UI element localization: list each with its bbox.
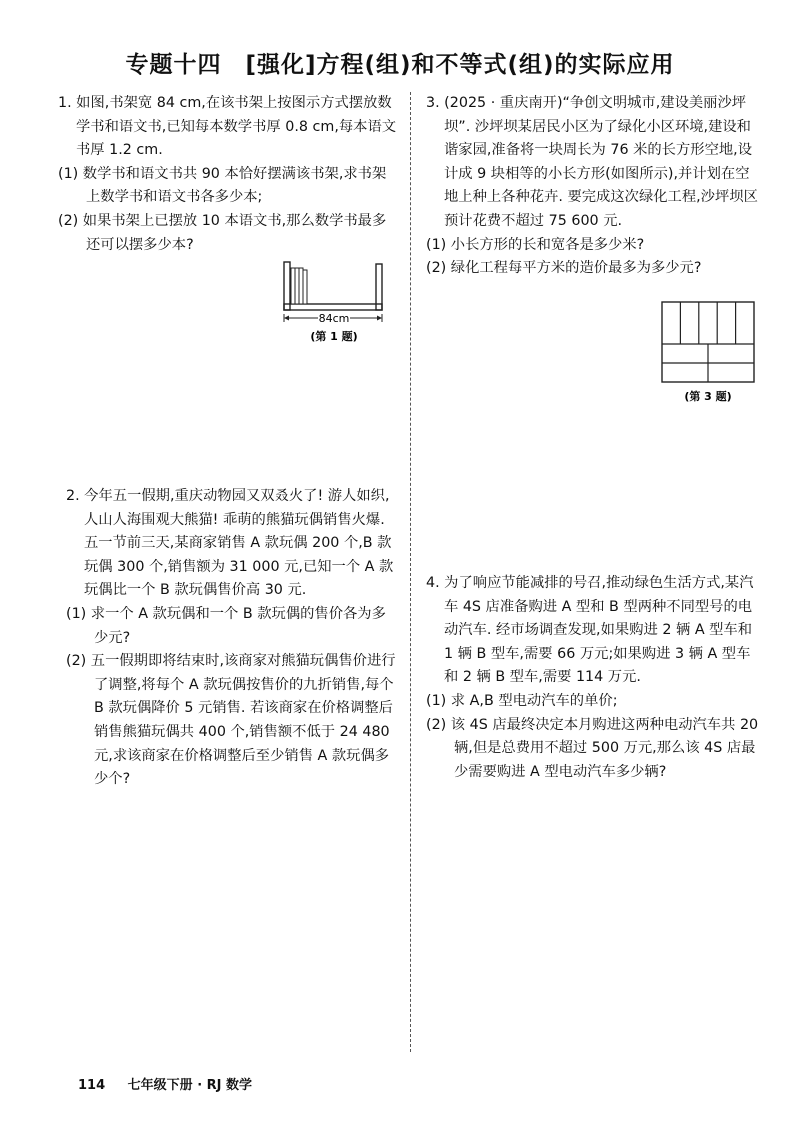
- figure-1-caption: (第 1 题): [310, 330, 358, 342]
- problem-3-part-1: (1) 小长方形的长和宽各是多少米?: [426, 236, 645, 253]
- problem-1: [58, 92, 398, 257]
- column-divider: [410, 92, 411, 1052]
- problem-4-stem: 4. 为了响应节能减排的号召,推动绿色生活方式,某汽车 4S 店准备购进 A 型和 B 型两种不同型号的电动汽车. 经市场调查发现,如果购进 2 辆 A 型车和 1 辆 B 型车,需要 66 万元;如果购进 3 辆 A 型车和 2 辆 B 型车,需要 114 万元.: [426, 575, 754, 686]
- bookshelf-figure: [280, 252, 402, 342]
- page-title: 专题十四 [强化]方程(组)和不等式(组)的实际应用: [125, 52, 675, 78]
- problem-3-part-2: (2) 绿化工程每平方米的造价最多为多少元?: [426, 260, 702, 277]
- problem-4: [426, 572, 762, 784]
- books-icon: [291, 268, 307, 304]
- problem-3: [426, 92, 762, 281]
- page-number: 114: [78, 1078, 106, 1093]
- problem-2: [66, 485, 398, 792]
- problem-2-part-1: (1) 求一个 A 款玩偶和一个 B 款玩偶的售价各为多少元?: [66, 605, 386, 646]
- page-footer: [78, 1074, 252, 1093]
- book-name: 七年级下册 · RJ 数学: [127, 1078, 253, 1093]
- bookshelf-width-label: 84cm: [318, 312, 350, 325]
- problem-2-stem: 2. 今年五一假期,重庆动物园又双叒火了! 游人如织,人山人海围观大熊猫! 乖萌的熊猫玩偶销售火爆. 五一节前三天,某商家销售 A 款玩偶 200 个,B 款玩偶 300 个,销售额为 31 000 元,已知一个 A 款玩偶比一个 B 款玩偶售价高 30 元.: [66, 488, 394, 599]
- problem-1-part-2: (2) 如果书架上已摆放 10 本语文书,那么数学书最多还可以摆多少本?: [58, 212, 387, 253]
- problem-2-part-2: (2) 五一假期即将结束时,该商家对熊猫玩偶售价进行了调整,将每个 A 款玩偶按售价的九折销售,每个 B 款玩偶降价 5 元销售. 若该商家在价格调整后销售熊猫玩偶共 400 个,销售额不低于 24 480 元,求该商家在价格调整后至少销售 A 款玩偶多少个?: [66, 653, 396, 788]
- problem-1-part-1: (1) 数学书和语文书共 90 本恰好摆满该书架,求书架上数学书和语文书各多少本;: [58, 165, 387, 206]
- figure-3-caption: (第 3 题): [684, 390, 732, 403]
- problem-3-stem: 3. (2025 · 重庆南开)“争创文明城市,建设美丽沙坪坝”. 沙坪坝某居民小区为了绿化小区环境,建设和谐家园,准备将一块周长为 76 米的长方形空地,设计成 9 块相等的小长方形(如图所示),并计划在空地上种上各种花卉. 要完成这次绿化工程,沙坪坝区预计花费不超过 75 600 元.: [426, 95, 758, 229]
- problem-4-part-1: (1) 求 A,B 型电动汽车的单价;: [426, 692, 618, 709]
- problem-1-stem: 1. 如图,书架宽 84 cm,在该书架上按图示方式摆放数学书和语文书,已知每本数学书厚 0.8 cm,每本语文书厚 1.2 cm.: [58, 95, 397, 159]
- rectangle-grid-figure: [660, 300, 760, 406]
- problem-4-part-2: (2) 该 4S 店最终决定本月购进这两种电动汽车共 20 辆,但是总费用不超过 500 万元,那么该 4S 店最少需要购进 A 型电动汽车多少辆?: [426, 716, 759, 780]
